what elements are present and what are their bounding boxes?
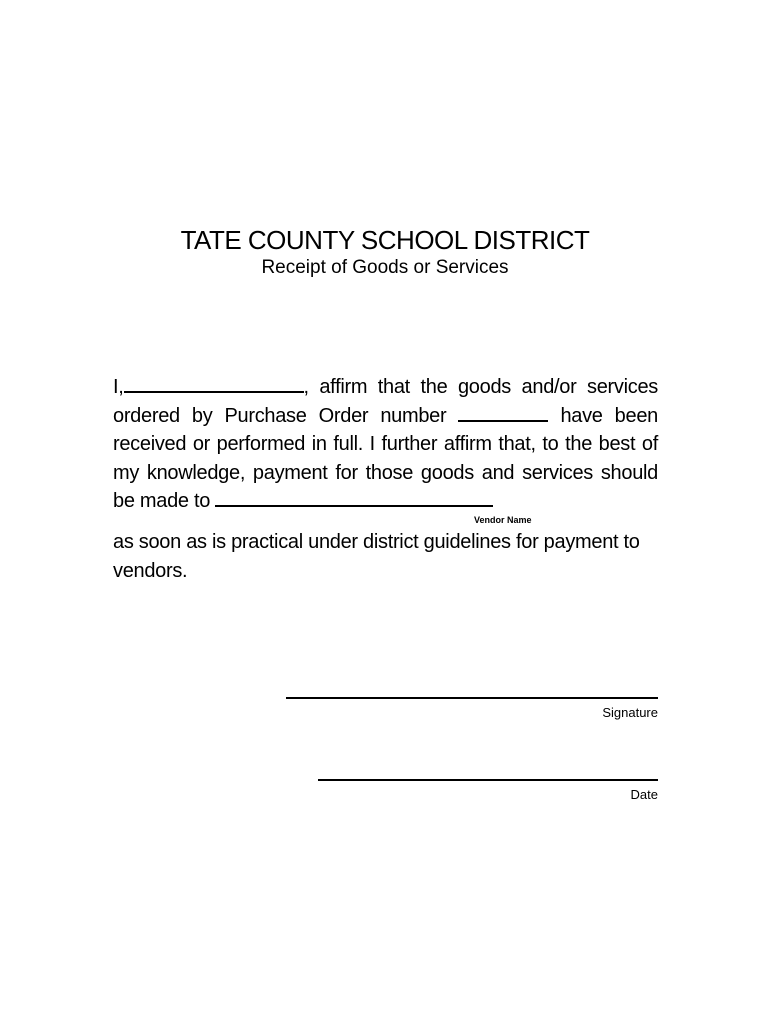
purchase-order-blank-line[interactable] <box>458 403 548 422</box>
vendor-name-caption: Vendor Name <box>474 515 532 525</box>
closing-paragraph: as soon as is practical under district guidelines for payment to vendors. <box>113 531 640 582</box>
document-subtitle: Receipt of Goods or Services <box>261 257 509 278</box>
document-title: TATE COUNTY SCHOOL DISTRICT <box>180 225 590 255</box>
affirmation-text-2: have been received or performed in full. I further affirm that, to the best of my knowledge, payment for those goods and services should be made to <box>113 404 658 512</box>
vendor-name-blank-line[interactable] <box>215 488 493 507</box>
affirmation-lead: I, <box>113 376 124 398</box>
name-blank-line[interactable] <box>124 374 304 393</box>
date-label: Date <box>630 787 658 802</box>
affirmation-text-1: , affirm that the goods and/or services ordered by Purchase Order number <box>113 376 658 427</box>
signature-label: Signature <box>602 705 658 720</box>
affirmation-paragraph <box>113 373 658 516</box>
signature-line[interactable] <box>286 697 658 699</box>
date-line[interactable] <box>318 779 658 781</box>
